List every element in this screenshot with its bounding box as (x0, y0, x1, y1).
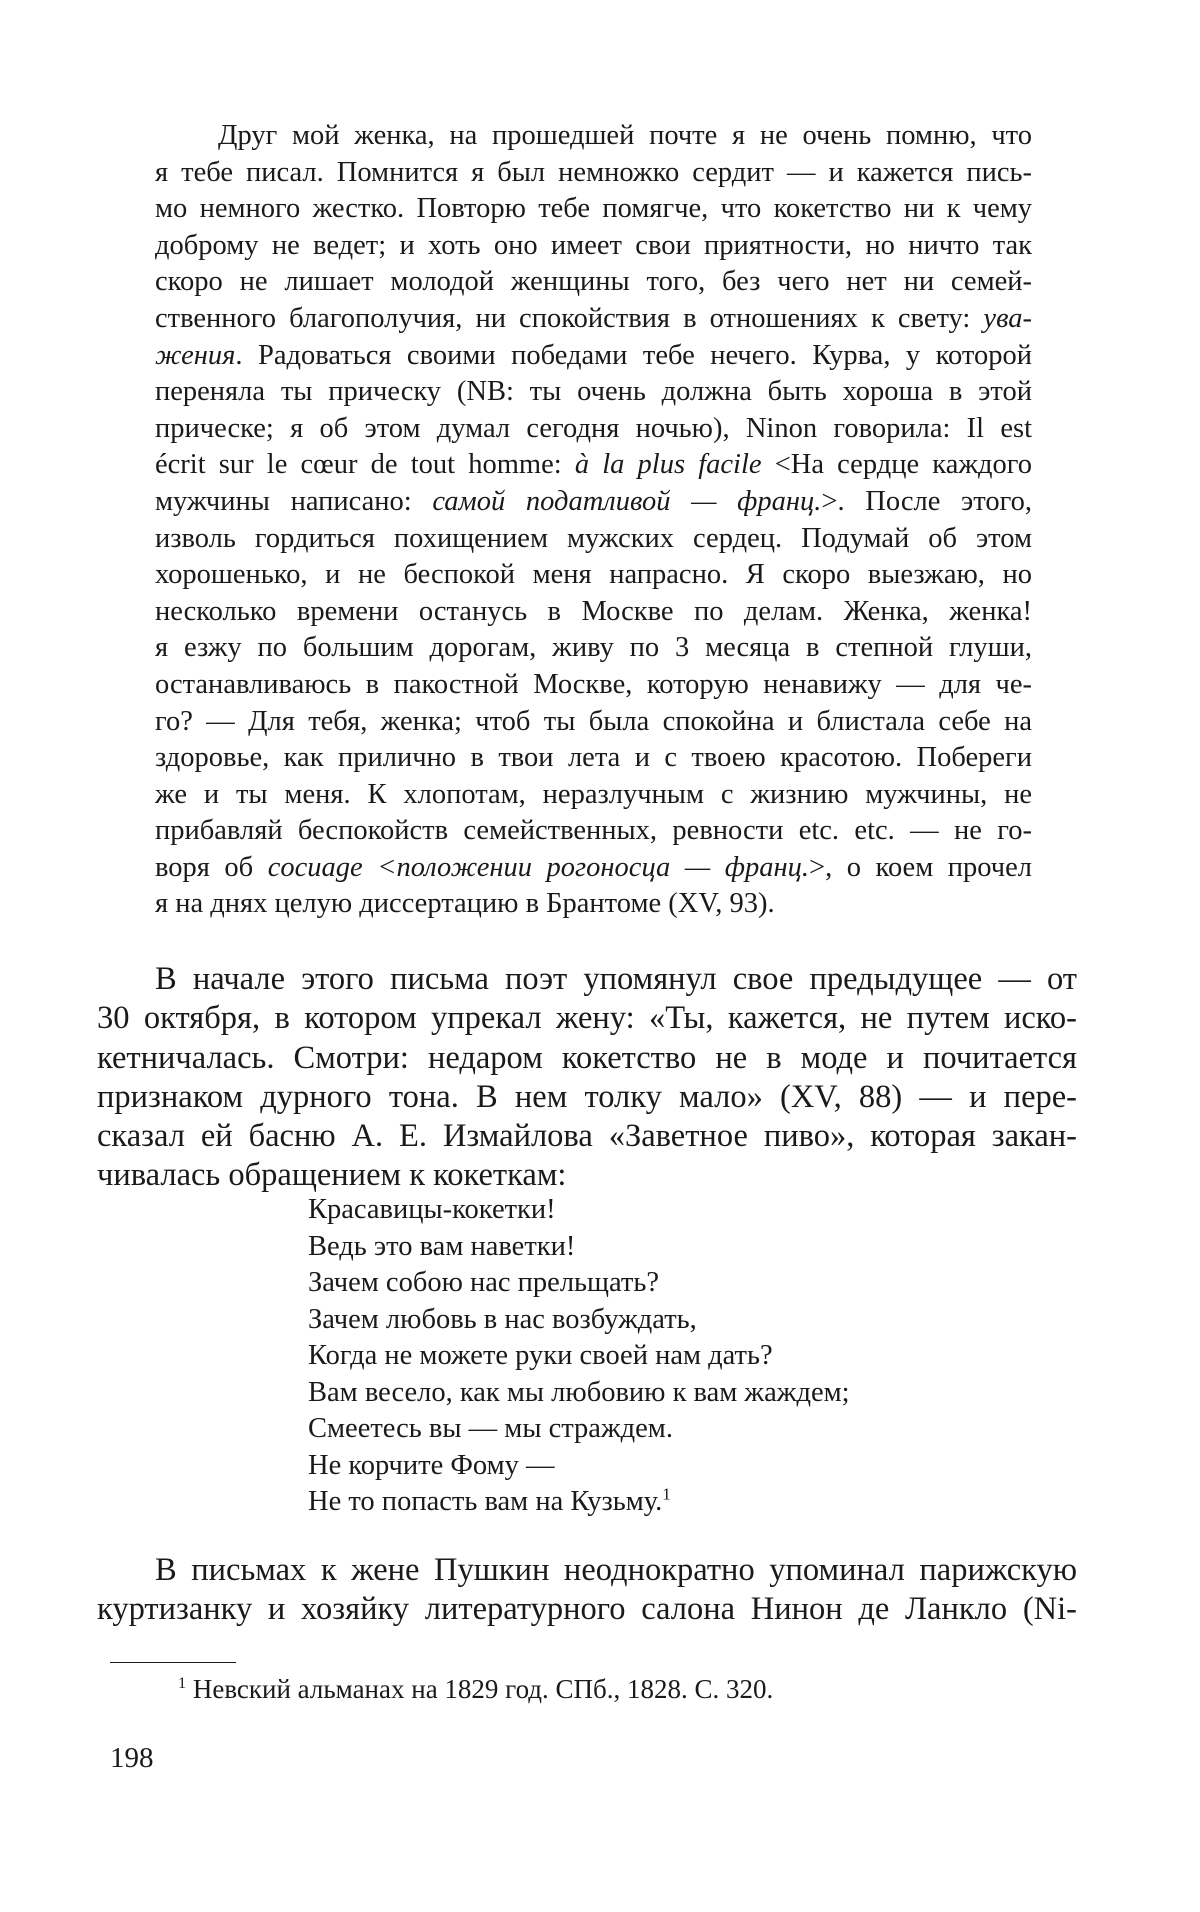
footnote-mark: 1 (178, 1674, 187, 1692)
text-line: чивалась обращением к кокеткам: (97, 1157, 567, 1194)
quote-line: го? — Для тебя, женка; чтоб ты была спокойна и блистала себе на (155, 705, 1032, 737)
poem-line: Ведь это вам наветки! (308, 1230, 576, 1262)
quote-line: скоро не лишает молодой женщины того, без чего нет ни семей- (155, 266, 1032, 298)
quote-line: воря об cocuage <положении рогоносца — франц.>, о коем прочел (155, 851, 1033, 883)
text-line: сказал ей басню А. Е. Измайлова «Заветное пиво», которая закан- (97, 1118, 1077, 1155)
quote-line: мужчины написано: самой податливой — франц.>. После этого, (155, 485, 1032, 517)
footnote-ref: 1 (662, 1484, 671, 1504)
quote-line: здоровье, как прилично в твои лета и с твоею красотою. Побереги (155, 742, 1032, 774)
quote-line: ственного благополучия, ни спокойствия в отношениях к свету: ува- (155, 302, 1032, 334)
text-line: В письмах к жене Пушкин неоднократно упоминал парижскую (155, 1552, 1077, 1588)
poem-verse (308, 1192, 850, 1521)
quote-line: останавливаюсь в пакостной Москве, которую ненавижу — для че- (155, 668, 1032, 700)
page-number: 198 (110, 1742, 154, 1774)
poem-line: Смеетесь вы — мы страждем. (308, 1413, 673, 1444)
poem-line: Зачем собою нас прельщать? (308, 1267, 660, 1298)
quote-line: Друг мой женка, на прошедшей почте я не очень помню, что (218, 120, 1032, 151)
quote-line: прическе; я об этом думал сегодня ночью), Ninon говорила: Il est (155, 412, 1032, 444)
quote-line: несколько времени останусь в Москве по делам. Женка, женка! (155, 595, 1032, 627)
quote-line: хорошенько, и не беспокой меня напрасно. Я скоро выезжаю, но (155, 559, 1032, 591)
body-paragraph (97, 960, 1077, 1196)
quote-line: же и ты меня. К хлопотам, неразлучным с жизнию мужчины, не (155, 778, 1032, 810)
text-line: кетничалась. Смотри: недаром кокетство не в моде и почитается (97, 1039, 1077, 1076)
body-paragraph (97, 1551, 1077, 1630)
letter-quote (155, 118, 1032, 923)
poem-line: Вам весело, как мы любовию к вам жаждем; (308, 1376, 850, 1408)
quote-line: жения. Радоваться своими победами тебе нечего. Курва, у которой (155, 339, 1032, 371)
poem-line: Не корчите Фому — (308, 1449, 555, 1481)
quote-line: écrit sur le cœur de tout homme: à la plus facile <На сердце каждого (155, 449, 1033, 481)
quote-line: прибавляй беспокойств семейственных, ревности etc. etc. — не го- (155, 815, 1032, 847)
quote-line: переняла ты прическу (NB: ты очень должна быть хороша в этой (155, 376, 1032, 408)
footnote (178, 1672, 773, 1706)
quote-line: я езжу по большим дорогам, живу по 3 месяца в степной глуши, (155, 632, 1032, 664)
poem-line: Красавицы-кокетки! (308, 1194, 556, 1225)
text-line: В начале этого письма поэт упомянул свое предыдущее — от (155, 961, 1077, 997)
quote-line: я тебе писал. Помнится я был немножко сердит — и кажется пись- (155, 156, 1032, 188)
quote-line: мо немного жестко. Повторю тебе помягче, что кокетство ни к чему (155, 193, 1032, 225)
quote-line: я на днях целую диссертацию в Брантоме (XV, 93). (155, 888, 775, 920)
footnote-separator (110, 1662, 236, 1663)
text-line: куртизанку и хозяйку литературного салона Нинон де Ланкло (Ni- (97, 1591, 1077, 1628)
footnote-text: Невский альманах на 1829 год. СПб., 1828. С. 320. (192, 1674, 774, 1704)
text-line: 30 октября, в котором упрекал жену: «Ты, кажется, не путем иско- (97, 1000, 1077, 1037)
poem-line: Не то попасть вам на Кузьму.$^1$ (308, 1484, 671, 1517)
poem-line: Зачем любовь в нас возбуждать, (308, 1303, 697, 1335)
quote-line: доброму не ведет; и хоть оно имеет свои приятности, но ничто так (155, 229, 1032, 261)
quote-line: изволь гордиться похищением мужских сердец. Подумай об этом (155, 522, 1032, 554)
poem-line: Когда не можете руки своей нам дать? (308, 1340, 773, 1371)
text-line: признаком дурного тона. В нем толку мало» (XV, 88) — и пере- (97, 1078, 1077, 1115)
